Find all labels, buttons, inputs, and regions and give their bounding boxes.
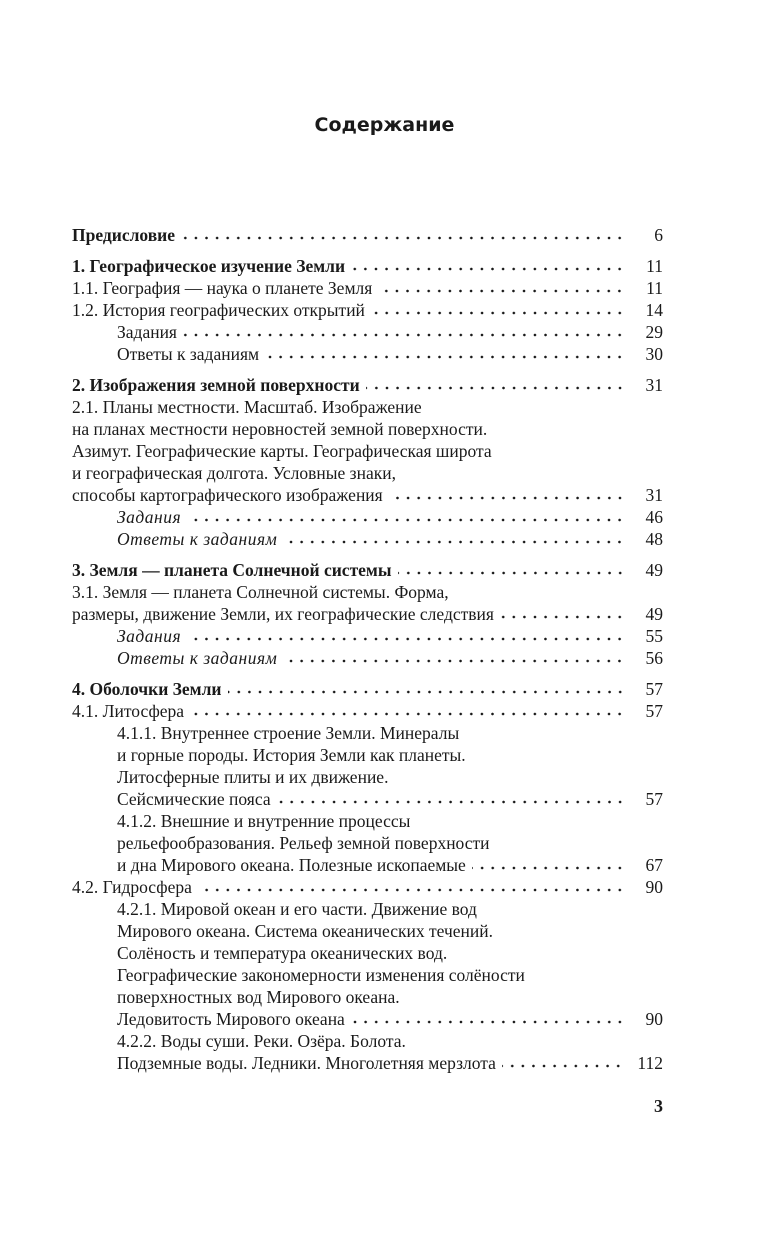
toc-entry-text: Задания — [117, 322, 177, 342]
toc-entry[interactable] — [72, 396, 663, 506]
toc-entry-text: и географическая долгота. Условные знаки, — [72, 463, 396, 483]
toc-entry-text: и горные породы. История Земли как планеты. — [117, 745, 466, 765]
toc-entry-text: Мирового океана. Система океанических течений. — [117, 921, 494, 941]
toc-entry-line — [72, 374, 663, 396]
toc-entry-text: 4.2. Гидросфера — [72, 877, 192, 897]
toc-entry-text: Предисловие — [72, 225, 176, 245]
dot-leader — [265, 352, 625, 360]
toc-section — [72, 374, 663, 550]
toc-entry-text: на планах местности неровностей земной поверхности. — [72, 419, 488, 439]
toc-page-number: 55 — [645, 626, 663, 646]
toc-page-number: 57 — [645, 701, 663, 721]
toc-entry-text: поверхностных вод Мирового океана. — [117, 987, 400, 1007]
toc-entry[interactable] — [72, 255, 663, 277]
toc-entry-line — [117, 766, 663, 788]
toc-entry-line — [72, 418, 663, 440]
toc-entry-line — [117, 810, 663, 832]
toc-section — [72, 224, 663, 246]
toc-entry[interactable] — [72, 898, 663, 1030]
toc-section — [72, 678, 663, 1074]
toc-entry-line — [117, 722, 663, 744]
toc-entry-text: 2.1. Планы местности. Масштаб. Изображение — [72, 397, 422, 417]
toc-entry-line — [72, 559, 663, 581]
table-of-contents — [72, 224, 663, 1083]
toc-entry-text: 1.1. География — наука о планете Земля — [72, 278, 373, 298]
toc-page-number: 57 — [645, 789, 663, 809]
toc-entry-line — [117, 964, 663, 986]
toc-entry-line — [72, 299, 663, 321]
toc-entry-text: Сейсмические пояса — [117, 789, 271, 809]
toc-entry-text: размеры, движение Земли, их географические следствия — [72, 604, 494, 624]
toc-entry-line — [72, 462, 663, 484]
toc-entry-text: Ледовитость Мирового океана — [117, 1009, 345, 1029]
toc-entry[interactable] — [72, 581, 663, 625]
toc-entry[interactable] — [72, 678, 663, 700]
toc-entry-text: 4.2.2. Воды суши. Реки. Озёра. Болота. — [117, 1031, 406, 1051]
toc-entry-text: 4. Оболочки Земли — [72, 679, 222, 699]
toc-entry-line — [72, 255, 663, 277]
toc-entry[interactable] — [72, 374, 663, 396]
toc-page-number: 112 — [637, 1053, 663, 1073]
dot-leader — [378, 286, 625, 294]
toc-entry-text: способы картографического изображения — [72, 485, 383, 505]
toc-entry-line — [117, 1030, 663, 1052]
toc-page-number: 49 — [645, 560, 663, 580]
toc-entry[interactable] — [72, 321, 663, 343]
toc-entry-line — [117, 832, 663, 854]
toc-entry-text: рельефообразования. Рельеф земной поверхности — [117, 833, 490, 853]
toc-section — [72, 559, 663, 669]
toc-entry-text: Подземные воды. Ледники. Многолетняя мерзлота — [117, 1053, 496, 1073]
dot-leader — [351, 264, 625, 272]
toc-entry-line — [117, 744, 663, 766]
toc-entry-text: Литосферные плиты и их движение. — [117, 767, 389, 787]
dot-leader — [398, 568, 625, 576]
toc-entry-line — [117, 942, 663, 964]
toc-entry-line — [72, 700, 663, 722]
toc-page-number: 67 — [645, 855, 663, 875]
toc-page-number: 11 — [646, 278, 663, 298]
toc-page-number: 48 — [645, 529, 663, 549]
toc-entry[interactable] — [72, 700, 663, 722]
toc-page-number: 90 — [645, 1009, 663, 1029]
dot-leader — [371, 308, 625, 316]
toc-page-number: 30 — [645, 344, 663, 364]
toc-entry[interactable] — [72, 1030, 663, 1074]
toc-page-number: 46 — [645, 507, 663, 527]
toc-entry-line — [72, 277, 663, 299]
toc-entry-text: 2. Изображения земной поверхности — [72, 375, 360, 395]
toc-entry-line — [117, 1008, 663, 1030]
dot-leader — [351, 1017, 625, 1025]
toc-section — [72, 255, 663, 365]
toc-page-number: 14 — [645, 300, 663, 320]
toc-entry[interactable] — [72, 224, 663, 246]
page-number: 3 — [654, 1096, 663, 1116]
toc-entry[interactable] — [72, 876, 663, 898]
page-title: Содержание — [314, 114, 455, 136]
toc-entry-line — [117, 986, 663, 1008]
toc-entry[interactable] — [72, 647, 663, 669]
dot-leader — [187, 634, 625, 642]
toc-entry-text: 4.1.2. Внешние и внутренние процессы — [117, 811, 411, 831]
toc-entry-text: 3.1. Земля — планета Солнечной системы. Форма, — [72, 582, 449, 602]
toc-entry-text: и дна Мирового океана. Полезные ископаемые — [117, 855, 466, 875]
toc-entry[interactable] — [72, 625, 663, 647]
toc-entry-line — [72, 396, 663, 418]
toc-entry[interactable] — [72, 722, 663, 810]
toc-entry-text: 1. Географическое изучение Земли — [72, 256, 346, 276]
toc-entry-text: Задания — [117, 626, 182, 646]
dot-leader — [366, 383, 625, 391]
toc-entry-text: Задания — [117, 507, 182, 527]
toc-page-number: 57 — [645, 679, 663, 699]
toc-entry-line — [117, 647, 663, 669]
toc-entry-line — [117, 321, 663, 343]
toc-entry[interactable] — [72, 506, 663, 528]
toc-entry-line — [117, 1052, 663, 1074]
toc-entry-text: Солёность и температура океанических вод. — [117, 943, 448, 963]
toc-entry[interactable] — [72, 559, 663, 581]
dot-leader — [187, 515, 625, 523]
dot-leader — [183, 330, 625, 338]
dot-leader — [277, 797, 625, 805]
toc-entry-line — [117, 343, 663, 365]
toc-entry-text: 3. Земля — планета Солнечной системы — [72, 560, 392, 580]
toc-entry-line — [117, 854, 663, 876]
dot-leader — [283, 537, 625, 545]
dot-leader — [502, 1061, 624, 1069]
toc-entry-line — [72, 603, 663, 625]
dot-leader — [472, 863, 625, 871]
dot-leader — [500, 612, 625, 620]
toc-page-number: 90 — [645, 877, 663, 897]
dot-leader — [389, 493, 625, 501]
toc-entry-text: Ответы к заданиям — [117, 344, 260, 364]
toc-entry-line — [117, 528, 663, 550]
toc-page-number: 49 — [645, 604, 663, 624]
toc-entry[interactable] — [72, 299, 663, 321]
toc-entry-text: 4.1. Литосфера — [72, 701, 185, 721]
dot-leader — [283, 656, 625, 664]
toc-entry-line — [72, 224, 663, 246]
toc-entry[interactable] — [72, 528, 663, 550]
toc-entry-text: 1.2. История географических открытий — [72, 300, 365, 320]
toc-entry-line — [117, 625, 663, 647]
toc-entry-text: Географические закономерности изменения солёности — [117, 965, 525, 985]
toc-entry[interactable] — [72, 343, 663, 365]
toc-entry-text: 4.1.1. Внутреннее строение Земли. Минералы — [117, 723, 460, 743]
toc-entry-line — [117, 920, 663, 942]
toc-entry-line — [117, 898, 663, 920]
toc-page-number: 31 — [645, 485, 663, 505]
toc-entry-text: 4.2.1. Мировой океан и его части. Движение вод — [117, 899, 477, 919]
toc-entry-line — [72, 678, 663, 700]
toc-entry-line — [72, 581, 663, 603]
dot-leader — [181, 233, 625, 241]
toc-entry-text: Азимут. Географические карты. Географическая широта — [72, 441, 492, 461]
toc-entry[interactable] — [72, 277, 663, 299]
toc-entry-line — [72, 440, 663, 462]
toc-entry-line — [117, 506, 663, 528]
toc-entry-line — [72, 484, 663, 506]
toc-entry-line — [72, 876, 663, 898]
toc-page-number: 6 — [654, 225, 663, 245]
toc-page-number: 11 — [646, 256, 663, 276]
dot-leader — [228, 687, 625, 695]
toc-entry-text: Ответы к заданиям — [117, 648, 278, 668]
toc-page-number: 56 — [645, 648, 663, 668]
dot-leader — [190, 709, 625, 717]
toc-entry-line — [117, 788, 663, 810]
toc-entry-text: Ответы к заданиям — [117, 529, 278, 549]
toc-page-number: 29 — [645, 322, 663, 342]
toc-entry[interactable] — [72, 810, 663, 876]
toc-page-number: 31 — [645, 375, 663, 395]
dot-leader — [198, 885, 625, 893]
